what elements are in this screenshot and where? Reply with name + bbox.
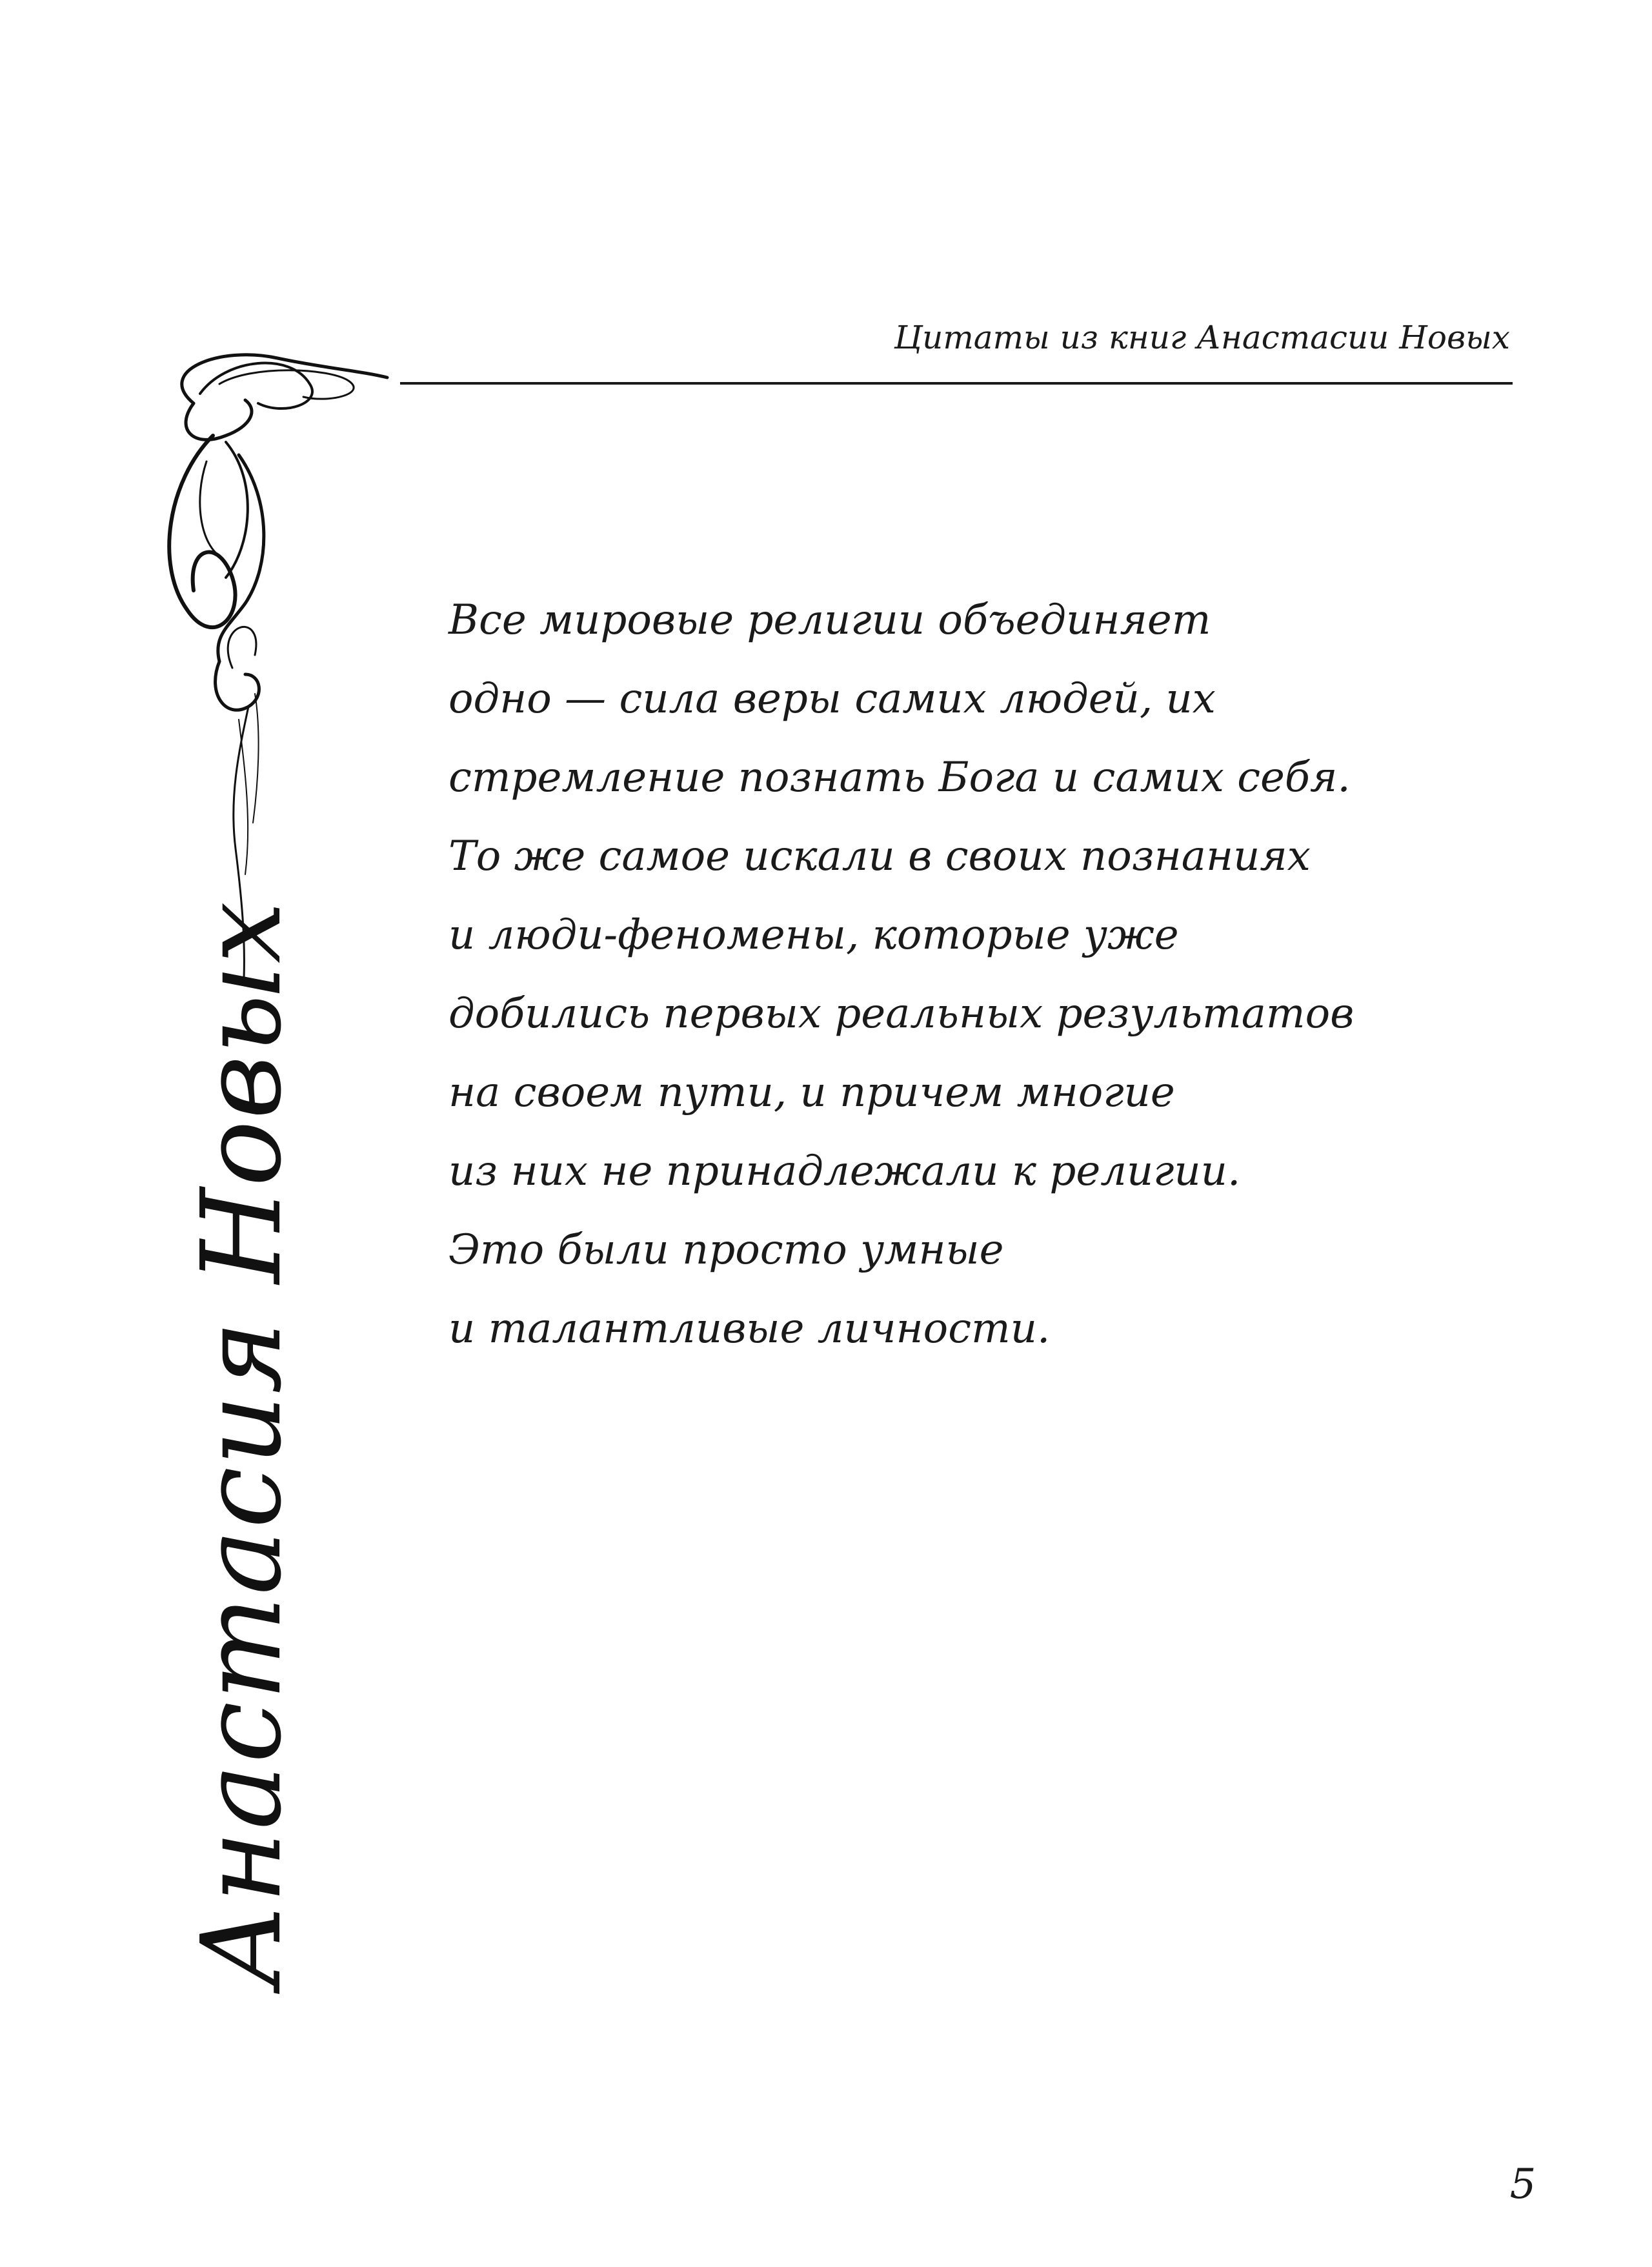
quote-block <box>448 581 1416 1368</box>
quote-line: стремление познать Бога и самих себя. <box>448 754 1351 801</box>
quote-line: То же самое искали в своих познаниях <box>448 832 1311 880</box>
running-header-title: Цитаты из книг Анастасии Новых <box>894 319 1510 356</box>
quote-line: из них не принадлежали к религии. <box>448 1147 1241 1195</box>
quote-line: и люди-феномены, которые уже <box>448 911 1179 959</box>
quote-line: и талантливые личности. <box>448 1305 1051 1353</box>
quote-line: на своем пути, и причем многие <box>448 1069 1175 1116</box>
quote-line: одно — сила веры самих людей, их <box>448 675 1216 723</box>
quote-line: Все мировые религии объединяет <box>448 596 1211 644</box>
author-name-vertical: Анастасия Новых <box>178 900 306 1988</box>
header-rule <box>400 382 1513 385</box>
ornamental-flourish-icon <box>116 332 400 984</box>
quote-line: добились первых реальных результатов <box>448 990 1355 1038</box>
quote-line: Это были просто умные <box>448 1226 1004 1274</box>
page-number: 5 <box>1509 2161 1536 2208</box>
